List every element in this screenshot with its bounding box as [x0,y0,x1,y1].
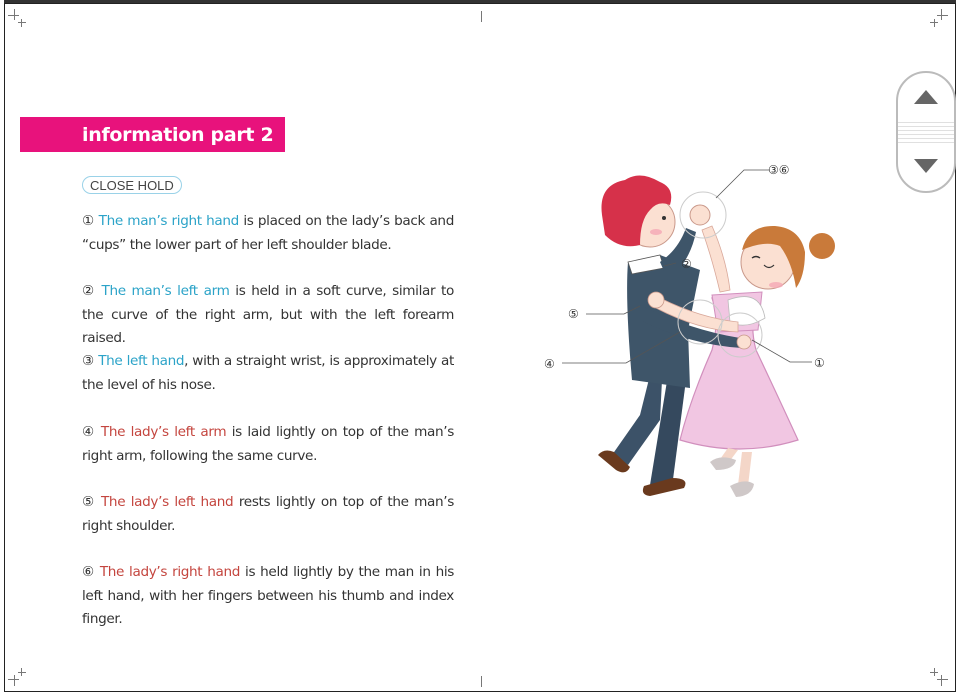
paragraph-text: rests lightly on top of the man’s right shoulder. [82,494,454,534]
triangle-down-icon[interactable] [914,159,938,173]
callout-3-6: ③⑥ [768,163,790,177]
paragraph-number: ③ [82,353,95,369]
crop-mark-icon [8,9,26,27]
page-scroll-control [896,71,956,193]
paragraph-text: is held lightly by the man in his left hand, with her fingers between his thumb and index finger. [82,564,454,627]
triangle-up-icon[interactable] [914,90,938,104]
joined-hands [690,205,710,225]
man-right-hand [737,335,751,349]
man-legs [612,375,662,465]
paragraph-text: is held in a soft curve, similar to the curve of the right arm, but with the left forearm raised. [82,283,454,346]
paragraph-highlight: The lady’s left arm [100,424,227,440]
paragraph-number: ② [82,283,96,299]
callout-5: ⑤ [568,307,579,321]
lady-leg [738,452,752,486]
dancing-couple-illustration [540,155,840,505]
paragraph-text: is placed on the lady’s back and “cups” the lower part of her left shoulder blade. [82,213,454,253]
paragraph-6 [82,561,454,632]
paragraph-1 [82,210,454,257]
paragraph-2 [82,280,454,351]
scroll-grip[interactable] [898,119,954,145]
crop-tick [481,11,482,22]
callout-2: ② [681,257,692,271]
paragraph-number: ⑥ [82,564,95,580]
paragraph-text: is laid lightly on top of the man’s right arm, following the same curve. [82,424,454,464]
paragraph-highlight: The man’s left arm [101,283,230,299]
section-banner [20,117,285,152]
lady-shoe [710,457,736,470]
crop-mark-icon [8,668,26,686]
section-title: information part 2 [82,124,274,146]
subtitle-pill: CLOSE HOLD [82,176,182,194]
paragraph-text: , with a straight wrist, is approximately at the level of his nose. [82,353,454,393]
paragraph-5 [82,491,454,538]
crop-tick [481,676,482,687]
paragraph-4 [82,421,454,468]
lady-shoe [730,481,754,497]
paragraph-3 [82,350,454,397]
crop-mark-icon [930,668,948,686]
crop-mark-icon [930,9,948,27]
paragraph-number: ① [82,213,95,229]
paragraph-highlight: The lady’s left hand [100,494,234,510]
paragraph-number: ⑤ [82,494,96,510]
callout-4: ④ [544,357,555,371]
lady-left-hand [648,292,664,308]
lady-right-arm [702,226,730,292]
paragraph-highlight: The man’s right hand [98,213,239,229]
paragraph-highlight: The lady’s right hand [99,564,241,580]
man-shoe [643,478,686,496]
callout-1: ① [814,356,825,370]
paragraph-highlight: The left hand [98,353,185,369]
lady-bun [809,233,835,259]
paragraph-number: ④ [82,424,96,440]
